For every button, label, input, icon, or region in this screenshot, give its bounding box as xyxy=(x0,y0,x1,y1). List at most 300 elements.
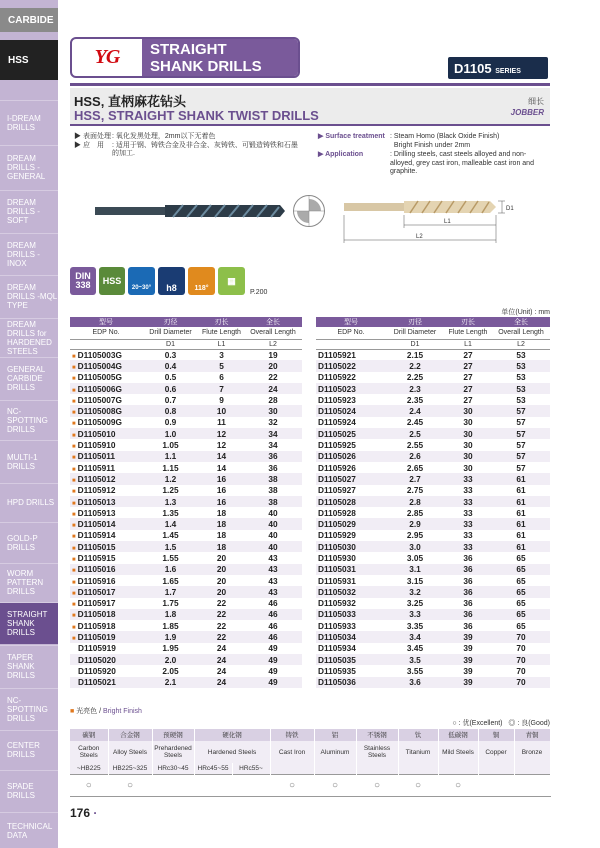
table-row xyxy=(70,439,302,450)
material-en: Mild Steels xyxy=(438,741,478,763)
sidebar-item-label: WORM PATTERN DRILLS xyxy=(7,569,44,596)
product-title xyxy=(142,39,300,76)
diameter-cell: 3.5 xyxy=(386,654,444,665)
overall-length-cell: 19 xyxy=(268,349,278,360)
edp-number: D1105010 xyxy=(77,428,116,439)
table-row xyxy=(316,643,550,654)
overall-length-cell: 49 xyxy=(268,665,278,676)
suitability-mark: ○ xyxy=(398,774,438,796)
edp-number: D1105029 xyxy=(318,519,356,530)
overall-length-cell: 70 xyxy=(516,665,526,676)
table-row xyxy=(70,665,302,676)
helix-angle-label: 20~30° xyxy=(131,285,152,291)
legend-good: ◎ : 良(Good) xyxy=(508,720,550,727)
table-row xyxy=(70,473,302,484)
overall-length-cell: 38 xyxy=(268,485,278,496)
sidebar-item-spade-drills[interactable] xyxy=(0,770,58,811)
legend xyxy=(452,718,550,728)
edp-cell xyxy=(70,394,142,405)
overall-length-cell: 53 xyxy=(516,372,526,383)
sidebar-item-straight-shank-drills[interactable] xyxy=(0,602,58,644)
diameter-cell: 1.45 xyxy=(162,530,179,541)
flute-length-cell: 33 xyxy=(444,541,492,552)
table-row xyxy=(70,552,302,563)
desc-app-label: Application xyxy=(325,151,364,158)
col-dia: Drill Diameter xyxy=(386,327,444,339)
col-dia-zh: 刃径 xyxy=(386,317,444,327)
point-angle-label: 118° xyxy=(194,285,209,292)
col-d1: D1 xyxy=(142,339,199,349)
material-zh: 预硬钢 xyxy=(152,729,194,741)
col-overall-zh: 全长 xyxy=(492,317,550,327)
flute-length-cell: 7 xyxy=(199,383,244,394)
flute-length-cell: 33 xyxy=(463,530,473,541)
sidebar-item-taper-shank-drills[interactable] xyxy=(0,645,58,687)
table-row xyxy=(70,507,302,518)
edp-number: D1105917 xyxy=(77,598,116,609)
col-d1: D1 xyxy=(386,339,444,349)
edp-number: D1105036 xyxy=(318,677,356,688)
sidebar-item-label: GOLD-P DRILLS xyxy=(7,533,38,552)
edp-cell xyxy=(70,496,142,507)
overall-length-cell: 61 xyxy=(492,473,550,484)
edp-number: D1105021 xyxy=(78,677,116,688)
edp-number: D1105035 xyxy=(318,654,356,665)
col-l2: L2 xyxy=(492,339,550,349)
material-hardness: HRc30~45 xyxy=(152,763,194,774)
sidebar-item-nc-spotting-drills[interactable] xyxy=(0,400,58,440)
overall-length-cell: 65 xyxy=(492,586,550,597)
edp-cell xyxy=(70,349,142,360)
flute-length-cell: 20 xyxy=(216,575,227,586)
flute-length-cell: 9 xyxy=(219,394,224,405)
edp-number: D1105011 xyxy=(77,451,116,462)
bright-finish-marker: ■ xyxy=(72,624,76,631)
diameter-cell: 2.1 xyxy=(142,677,199,688)
dim-l2-label: L2 xyxy=(416,234,423,240)
flute-length-cell: 36 xyxy=(463,598,473,609)
edp-number: D1105033 xyxy=(318,609,356,620)
overall-length-cell: 65 xyxy=(516,598,526,609)
sidebar-item-dream-drills-general[interactable] xyxy=(0,145,58,189)
diameter-cell: 1.05 xyxy=(162,440,179,451)
edp-number: D1105926 xyxy=(318,462,356,473)
overall-length-cell: 61 xyxy=(516,485,526,496)
sidebar xyxy=(0,0,58,848)
overall-length-cell: 57 xyxy=(516,417,526,428)
bright-note-en: Bright Finish xyxy=(103,708,142,715)
table-row xyxy=(316,530,550,541)
diameter-cell: 3.35 xyxy=(406,620,424,631)
flute-length-cell: 33 xyxy=(444,473,492,484)
edp-cell xyxy=(316,485,386,496)
edp-cell xyxy=(316,598,386,609)
overall-length-cell: 46 xyxy=(244,631,302,642)
flute-length-cell: 5 xyxy=(199,360,244,371)
sidebar-item-worm-pattern-drills[interactable] xyxy=(0,563,58,601)
table-row xyxy=(70,451,302,462)
bright-finish-marker: ■ xyxy=(72,477,76,484)
diameter-cell: 3.4 xyxy=(386,631,444,642)
bright-finish-marker: ■ xyxy=(72,556,76,563)
bright-finish-marker: ■ xyxy=(72,466,76,473)
product-logo xyxy=(70,37,300,78)
sidebar-item-label: CENTER DRILLS xyxy=(7,741,40,759)
col-edp-zh: 型号 xyxy=(316,317,386,327)
overall-length-cell: 49 xyxy=(268,643,278,654)
edp-number: D1105912 xyxy=(77,485,116,496)
sidebar-item-label: STRAIGHT SHANK DRILLS xyxy=(7,610,48,637)
material-en: Aluminum xyxy=(314,741,356,763)
material-zh: 合金钢 xyxy=(108,729,152,741)
col-overall: Overall Length xyxy=(244,327,302,339)
edp-number: D1105020 xyxy=(78,654,116,665)
material-en: Copper xyxy=(478,741,514,763)
material-en: Hardened Steels xyxy=(194,741,270,763)
material-zh: 低碳钢 xyxy=(438,729,478,741)
flute-length-cell: 22 xyxy=(199,609,244,620)
sidebar-item-label: DREAM DRILLS -GENERAL xyxy=(7,154,46,181)
diameter-cell: 1.2 xyxy=(142,473,199,484)
flute-length-cell: 12 xyxy=(199,428,244,439)
edp-number: D1105933 xyxy=(318,620,356,631)
table-row xyxy=(316,575,550,586)
edp-cell xyxy=(70,372,142,383)
bright-finish-note: ■ 光亮色 / Bright Finish xyxy=(70,708,142,715)
flute-length-cell: 11 xyxy=(217,417,226,428)
bright-finish-marker: ■ xyxy=(72,387,76,394)
table-row xyxy=(316,451,550,462)
material-zh: 不锈钢 xyxy=(356,729,398,741)
dimension-diagram xyxy=(340,195,550,250)
flute-length-cell: 30 xyxy=(463,462,473,473)
overall-length-cell: 65 xyxy=(516,552,526,563)
suitability-mark xyxy=(514,774,550,796)
table-row xyxy=(316,665,550,676)
material-zh: 青铜 xyxy=(514,729,550,741)
sidebar-item-multi-1-drills[interactable] xyxy=(0,440,58,482)
material-zh: 铝 xyxy=(314,729,356,741)
flute-length-cell: 12 xyxy=(216,440,227,451)
table-row xyxy=(316,428,550,439)
col-overall-zh: 全长 xyxy=(244,317,302,327)
sidebar-item-label: DREAM DRILLS for HARDENED STEELS xyxy=(7,319,52,356)
table-row xyxy=(316,598,550,609)
sidebar-tab-carbide-label: CARBIDE xyxy=(8,14,54,26)
table-row xyxy=(316,349,550,360)
bright-finish-marker: ■ xyxy=(72,602,76,609)
sidebar-item-label: TECHNICAL DATA xyxy=(7,821,53,840)
sidebar-item-dream-drills-mql-type[interactable] xyxy=(0,275,58,317)
edp-cell xyxy=(70,473,142,484)
overall-length-cell: 38 xyxy=(244,473,302,484)
overall-length-cell: 43 xyxy=(268,552,278,563)
edp-cell xyxy=(70,654,142,665)
section-header xyxy=(70,88,550,126)
edp-number: D1105023 xyxy=(318,383,356,394)
edp-cell xyxy=(316,496,386,507)
overall-length-cell: 57 xyxy=(492,451,550,462)
flute-length-cell: 18 xyxy=(199,518,244,529)
edp-number: D1105009G xyxy=(77,417,122,428)
material-hardness: HB225~325 xyxy=(108,763,152,774)
bright-finish-marker: ■ xyxy=(72,444,76,451)
diameter-cell: 2.15 xyxy=(406,349,424,360)
flute-length-cell: 30 xyxy=(444,428,492,439)
overall-length-cell: 61 xyxy=(516,530,526,541)
diameter-cell: 1.95 xyxy=(162,643,179,654)
overall-length-cell: 53 xyxy=(516,394,526,405)
diameter-cell: 3.15 xyxy=(406,575,424,586)
edp-number: D1105918 xyxy=(77,620,116,631)
table-row xyxy=(316,439,550,450)
col-dia-zh: 刃径 xyxy=(142,317,199,327)
desc-zh-treat: 氧化发黑处理，2mm以下无着色 xyxy=(115,133,216,140)
overall-length-cell: 61 xyxy=(516,507,526,518)
flute-length-cell: 27 xyxy=(444,360,492,371)
edp-table-right xyxy=(316,317,550,688)
series-code: D1105 xyxy=(454,61,492,76)
sidebar-tab-hss[interactable] xyxy=(0,40,58,80)
sidebar-item-dream-drills-for-hardened-steels[interactable] xyxy=(0,318,58,356)
edp-cell xyxy=(70,665,142,676)
overall-length-cell: 40 xyxy=(268,507,278,518)
table-row xyxy=(70,541,302,552)
material-en: Prehardened Steels xyxy=(152,741,194,763)
diameter-cell: 1.9 xyxy=(142,631,199,642)
material-hardness-empty xyxy=(398,763,438,774)
col-edp: EDP No. xyxy=(316,327,386,339)
edp-number: D1105006G xyxy=(77,383,122,394)
material-hardness: HRc45~55 xyxy=(194,763,232,774)
diameter-cell: 1.75 xyxy=(162,598,179,609)
edp-number: D1105007G xyxy=(77,394,122,405)
col-flute: Flute Length xyxy=(199,327,244,339)
sidebar-item-label: DREAM DRILLS -SOFT xyxy=(7,198,40,225)
table-row xyxy=(70,631,302,642)
edp-number: D1105030 xyxy=(318,541,356,552)
sidebar-item-center-drills[interactable] xyxy=(0,730,58,769)
material-en: Stainless Steels xyxy=(356,741,398,763)
flute-length-cell: 14 xyxy=(216,462,227,473)
col-edp-zh: 型号 xyxy=(70,317,142,327)
material-en: Bronze xyxy=(514,741,550,763)
table-row xyxy=(316,360,550,371)
table-row xyxy=(316,586,550,597)
overall-length-cell: 40 xyxy=(244,541,302,552)
diameter-cell: 2.5 xyxy=(386,428,444,439)
diameter-cell: 2.25 xyxy=(406,372,424,383)
col-l1: L1 xyxy=(444,339,492,349)
diameter-cell: 1.55 xyxy=(162,552,179,563)
flute-length-cell: 18 xyxy=(216,507,227,518)
sidebar-tab-carbide[interactable] xyxy=(0,8,58,32)
col-dia: Drill Diameter xyxy=(142,327,199,339)
table-row xyxy=(70,654,302,665)
flute-length-cell: 20 xyxy=(199,564,244,575)
bright-finish-marker: ■ xyxy=(72,376,76,383)
table-row xyxy=(70,428,302,439)
edp-cell xyxy=(316,518,386,529)
overall-length-cell: 24 xyxy=(244,383,302,394)
sidebar-item-label: I-DREAM DRILLS xyxy=(7,113,41,132)
table-row xyxy=(70,586,302,597)
flute-length-cell: 24 xyxy=(199,654,244,665)
flute-length-cell: 22 xyxy=(216,620,227,631)
material-table xyxy=(70,729,551,797)
edp-number: D1105012 xyxy=(77,473,116,484)
sidebar-item-label: DREAM DRILLS -INOX xyxy=(7,240,40,268)
material-hardness-empty xyxy=(438,763,478,774)
diameter-cell: 0.7 xyxy=(164,394,177,405)
sidebar-item-i-dream-drills[interactable] xyxy=(0,100,58,144)
table-row xyxy=(70,462,302,473)
unit-label: 单位(Unit) : mm xyxy=(501,309,550,316)
edp-cell xyxy=(70,485,142,496)
sidebar-item-nc-spotting-drills[interactable] xyxy=(0,688,58,729)
flute-length-cell: 3 xyxy=(219,349,224,360)
diameter-cell: 3.0 xyxy=(386,541,444,552)
edp-number: D1105932 xyxy=(318,598,356,609)
edp-cell xyxy=(70,405,142,416)
edp-cell xyxy=(316,530,386,541)
edp-number: D1105022 xyxy=(318,360,356,371)
edp-cell xyxy=(70,631,142,642)
table-row xyxy=(70,360,302,371)
diameter-cell: 1.6 xyxy=(142,564,199,575)
overall-length-cell: 40 xyxy=(268,530,278,541)
diameter-cell: 2.8 xyxy=(386,496,444,507)
sidebar-item-dream-drills-inox[interactable] xyxy=(0,233,58,274)
edp-number: D1105916 xyxy=(77,575,116,586)
edp-cell xyxy=(316,473,386,484)
tolerance-icon xyxy=(158,267,185,295)
edp-cell xyxy=(70,541,142,552)
flute-length-cell: 39 xyxy=(463,643,473,654)
edp-cell xyxy=(70,428,142,439)
desc-zh: ▶ 表面处理 : 氧化发黑处理，2mm以下无着色 ▶ 应 用 : 适用于钢、铸铁合金及非合金、灰铸铁、可锻造铸铁和石墨的加工. xyxy=(74,133,298,157)
edp-cell xyxy=(316,677,386,688)
suitability-mark xyxy=(152,774,194,796)
bright-finish-marker: ■ xyxy=(72,500,76,507)
sidebar-item-label: HPD DRILLS xyxy=(7,498,55,507)
table-row xyxy=(316,564,550,575)
sidebar-item-hpd-drills[interactable] xyxy=(0,483,58,521)
bright-finish-marker: ■ xyxy=(72,455,76,462)
diameter-cell: 2.85 xyxy=(406,507,424,518)
diameter-cell: 1.7 xyxy=(142,586,199,597)
overall-length-cell: 38 xyxy=(244,496,302,507)
overall-length-cell: 70 xyxy=(516,643,526,654)
material-en: Titanium xyxy=(398,741,438,763)
diameter-cell: 2.75 xyxy=(406,485,424,496)
edp-cell xyxy=(316,360,386,371)
table-row xyxy=(70,677,302,688)
overall-length-cell: 28 xyxy=(268,394,278,405)
suitability-mark xyxy=(194,774,270,796)
table-row xyxy=(316,654,550,665)
table-row xyxy=(316,541,550,552)
flute-length-cell: 27 xyxy=(444,383,492,394)
flute-length-cell: 36 xyxy=(463,552,473,563)
overall-length-cell: 40 xyxy=(244,518,302,529)
type-zh: 细长 xyxy=(528,97,544,106)
edp-number: D1105005G xyxy=(77,372,122,383)
flute-length-cell: 36 xyxy=(444,586,492,597)
flute-length-cell: 36 xyxy=(463,620,473,631)
col-overall: Overall Length xyxy=(492,327,550,339)
product-title-line1: STRAIGHT xyxy=(150,41,227,58)
edp-cell xyxy=(316,564,386,575)
table-row xyxy=(316,620,550,631)
flute-length-cell: 14 xyxy=(199,451,244,462)
bright-finish-marker: ■ xyxy=(72,421,76,428)
diameter-cell: 3.05 xyxy=(406,552,424,563)
flute-length-cell: 24 xyxy=(216,643,227,654)
desc-zh-app-label: 应 用 xyxy=(82,141,104,149)
edp-number: D1105015 xyxy=(77,541,116,552)
edp-cell xyxy=(70,417,142,428)
overall-length-cell: 57 xyxy=(492,405,550,416)
col-edp: EDP No. xyxy=(70,327,142,339)
bright-finish-marker: ■ xyxy=(72,364,76,371)
overall-length-cell: 65 xyxy=(492,609,550,620)
edp-number: D1105032 xyxy=(318,586,356,597)
col-l1: L1 xyxy=(199,339,244,349)
sidebar-item-general-carbide-drills[interactable] xyxy=(0,357,58,399)
edp-number: D1105024 xyxy=(318,406,356,417)
overall-length-cell: 57 xyxy=(492,428,550,439)
flute-length-cell: 22 xyxy=(199,631,244,642)
edp-cell xyxy=(316,462,386,473)
desc-zh-app: 适用于钢、铸铁合金及非合金、灰铸铁、可锻造铸铁和石墨的加工. xyxy=(112,141,298,157)
edp-cell xyxy=(70,586,142,597)
table-row xyxy=(70,564,302,575)
edp-number: D1105031 xyxy=(318,564,356,575)
desc-surf-2: Bright Finish under 2mm xyxy=(393,141,471,149)
flute-length-cell: 39 xyxy=(444,631,492,642)
edp-number: D1105928 xyxy=(318,507,356,518)
sidebar-item-label: MULTI-1 DRILLS xyxy=(7,452,38,471)
flute-length-cell: 24 xyxy=(199,677,244,688)
edp-number: D1105915 xyxy=(77,552,116,563)
sidebar-item-dream-drills-soft[interactable] xyxy=(0,190,58,232)
material-hardness: HRc55~ xyxy=(232,763,270,774)
sidebar-item-technical-data[interactable] xyxy=(0,812,58,848)
edp-number: D1105034 xyxy=(318,632,356,643)
overall-length-cell: 36 xyxy=(244,451,302,462)
overall-length-cell: 46 xyxy=(244,609,302,620)
dim-l1-label: L1 xyxy=(444,219,451,225)
edp-cell xyxy=(316,507,386,518)
overall-length-cell: 30 xyxy=(244,405,302,416)
edp-cell xyxy=(70,609,142,620)
edp-cell xyxy=(316,451,386,462)
edp-cell xyxy=(70,451,142,462)
overall-length-cell: 43 xyxy=(268,575,278,586)
edp-number: D1105922 xyxy=(318,372,356,383)
overall-length-cell: 70 xyxy=(492,677,550,688)
table-row xyxy=(316,677,550,688)
suitability-mark xyxy=(478,774,514,796)
flute-length-cell: 20 xyxy=(216,552,227,563)
sidebar-item-gold-p-drills[interactable] xyxy=(0,522,58,562)
edp-cell xyxy=(316,372,386,383)
legend-excellent: ○ : 优(Excellent) xyxy=(452,720,503,727)
flute-length-cell: 16 xyxy=(216,485,227,496)
table-row xyxy=(316,417,550,428)
edp-number: D1105004G xyxy=(77,360,122,371)
